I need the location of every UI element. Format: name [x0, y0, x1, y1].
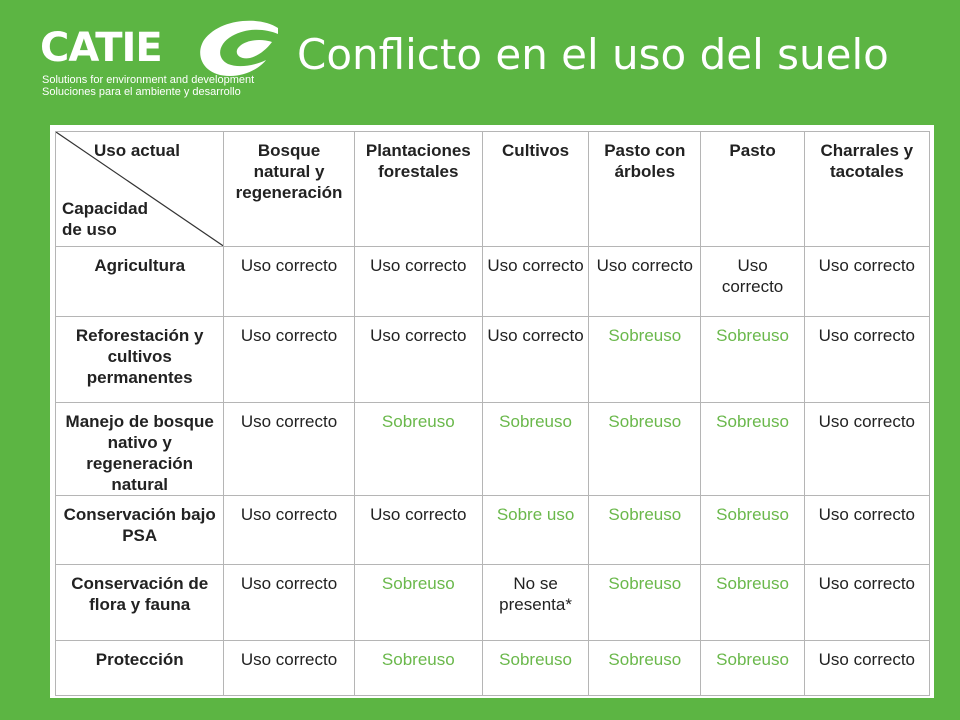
row-header: Protección	[56, 641, 224, 696]
row-header: Conservación de flora y fauna	[56, 565, 224, 641]
cell-sobreuso: Sobreuso	[701, 403, 804, 496]
cell-uso-correcto: No se presenta*	[482, 565, 588, 641]
cell-sobreuso: Sobreuso	[482, 403, 588, 496]
cell-uso-correcto: Uso correcto	[701, 247, 804, 317]
column-header: Charrales y tacotales	[804, 132, 929, 247]
cell-sobreuso: Sobreuso	[701, 565, 804, 641]
table-header-row	[56, 132, 930, 247]
table-body	[56, 247, 930, 696]
cell-uso-correcto: Uso correcto	[804, 403, 929, 496]
cell-uso-correcto: Uso correcto	[224, 403, 354, 496]
cell-uso-correcto: Uso correcto	[804, 565, 929, 641]
logo-wordmark: CATIE	[40, 25, 162, 71]
cell-sobreuso: Sobreuso	[354, 403, 482, 496]
logo-tagline-es: Soluciones para el ambiente y desarrollo	[42, 86, 241, 98]
row-header: Reforestación y cultivos permanentes	[56, 317, 224, 403]
cell-uso-correcto: Uso correcto	[482, 247, 588, 317]
row-header: Conservación bajo PSA	[56, 496, 224, 565]
column-header: Cultivos	[482, 132, 588, 247]
table-corner-cell	[56, 132, 224, 247]
column-header: Pasto con árboles	[589, 132, 701, 247]
cell-uso-correcto: Uso correcto	[482, 317, 588, 403]
cell-uso-correcto: Uso correcto	[804, 641, 929, 696]
cell-sobreuso: Sobreuso	[701, 641, 804, 696]
cell-sobreuso: Sobreuso	[589, 496, 701, 565]
cell-sobreuso: Sobreuso	[482, 641, 588, 696]
cell-uso-correcto: Uso correcto	[804, 317, 929, 403]
cell-uso-correcto: Uso correcto	[804, 247, 929, 317]
cell-uso-correcto: Uso correcto	[224, 641, 354, 696]
cell-sobreuso: Sobreuso	[354, 641, 482, 696]
column-header: Plantaciones forestales	[354, 132, 482, 247]
cell-sobreuso: Sobreuso	[701, 496, 804, 565]
column-header: Bosque natural y regeneración	[224, 132, 354, 247]
cell-sobreuso: Sobreuso	[589, 641, 701, 696]
table-row	[56, 641, 930, 696]
cell-uso-correcto: Uso correcto	[224, 565, 354, 641]
logo-tagline	[42, 74, 254, 98]
cell-uso-correcto: Uso correcto	[224, 317, 354, 403]
catie-logo	[40, 14, 280, 104]
corner-label-capacity: Capacidad de uso	[62, 199, 148, 239]
cell-uso-correcto: Uso correcto	[354, 247, 482, 317]
cell-sobreuso: Sobreuso	[354, 565, 482, 641]
cell-uso-correcto: Uso correcto	[354, 496, 482, 565]
row-header: Manejo de bosque nativo y regeneración natural	[56, 403, 224, 496]
page-title: Conflicto en el uso del suelo	[297, 30, 889, 79]
cell-uso-correcto: Uso correcto	[224, 247, 354, 317]
corner-label-current-use: Uso actual	[94, 141, 180, 160]
cell-uso-correcto: Uso correcto	[589, 247, 701, 317]
table-row	[56, 403, 930, 496]
cell-sobreuso: Sobre uso	[482, 496, 588, 565]
land-use-table-container	[50, 125, 934, 698]
cell-sobreuso: Sobreuso	[701, 317, 804, 403]
cell-uso-correcto: Uso correcto	[224, 496, 354, 565]
cell-sobreuso: Sobreuso	[589, 403, 701, 496]
table-row	[56, 317, 930, 403]
column-header: Pasto	[701, 132, 804, 247]
logo-tagline-en: Solutions for environment and development	[42, 74, 255, 86]
cell-sobreuso: Sobreuso	[589, 317, 701, 403]
table-row	[56, 565, 930, 641]
table-row	[56, 247, 930, 317]
cell-sobreuso: Sobreuso	[589, 565, 701, 641]
row-header: Agricultura	[56, 247, 224, 317]
land-use-conflict-table	[55, 131, 930, 696]
cell-uso-correcto: Uso correcto	[354, 317, 482, 403]
cell-uso-correcto: Uso correcto	[804, 496, 929, 565]
table-row	[56, 496, 930, 565]
logo-swoosh-icon	[190, 18, 282, 82]
